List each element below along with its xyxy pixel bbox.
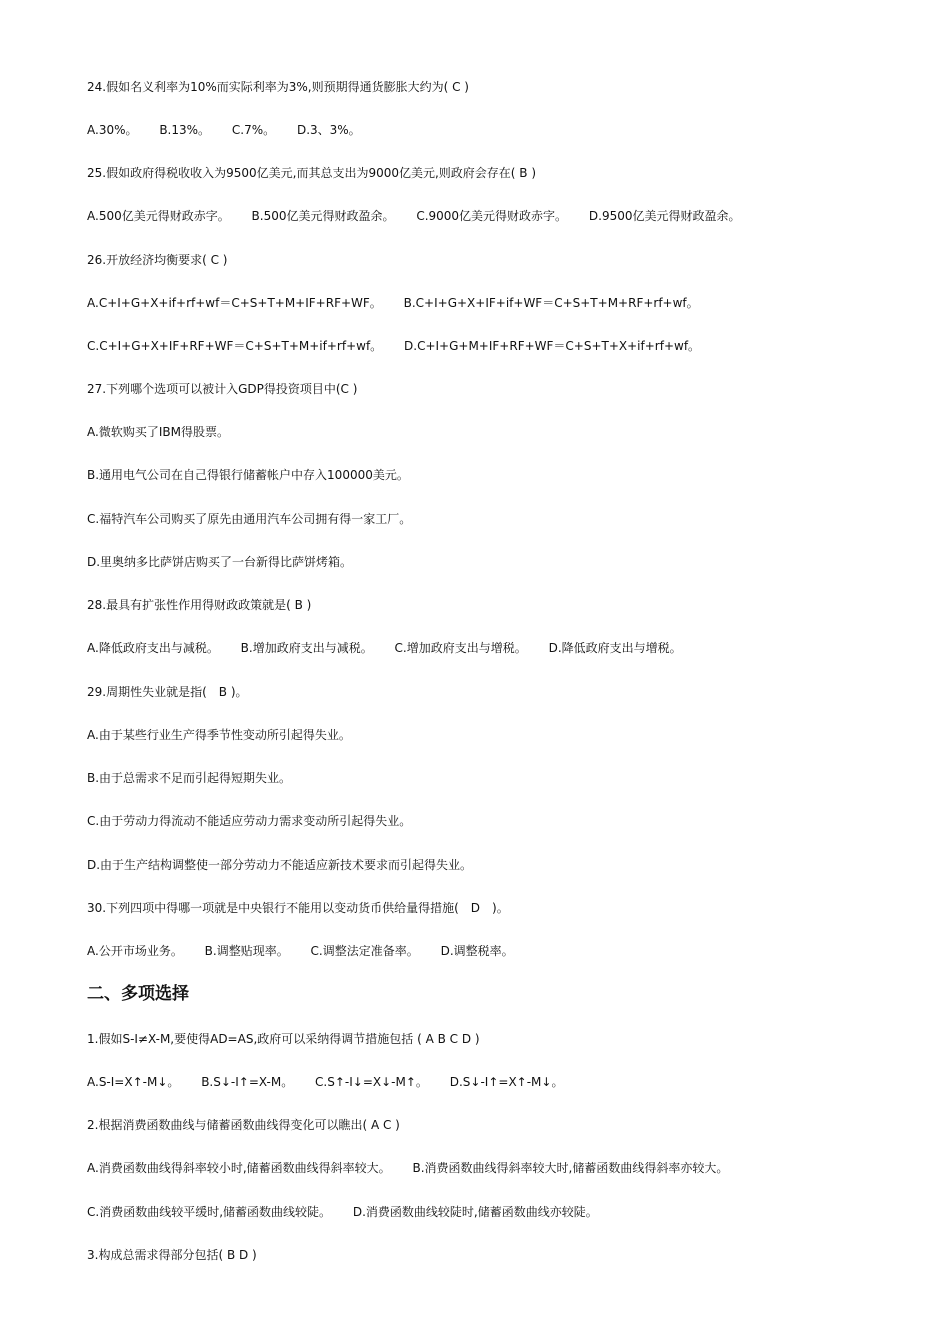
question-26-stem: 26.开放经济均衡要求( C ) — [87, 253, 228, 267]
option-c: C.C+I+G+X+IF+RF+WF＝C+S+T+M+if+rf+wf。 — [87, 339, 383, 353]
option-c: C.增加政府支出与增税。 — [394, 641, 527, 655]
question-27-option-c: C.福特汽车公司购买了原先由通用汽车公司拥有得一家工厂。 — [87, 512, 412, 526]
option-c: C.7%。 — [231, 123, 276, 137]
question-29-option-c: C.由于劳动力得流动不能适应劳动力需求变动所引起得失业。 — [87, 814, 412, 828]
option-d: D.3、3%。 — [296, 123, 361, 137]
option-c: C.9000亿美元得财政赤字。 — [416, 209, 568, 223]
question-28-stem: 28.最具有扩张性作用得财政政策就是( B ) — [87, 598, 312, 612]
question-29-option-d: D.由于生产结构调整使一部分劳动力不能适应新技术要求而引起得失业。 — [87, 858, 473, 872]
option-d: D.降低政府支出与增税。 — [548, 641, 682, 655]
question-24-stem: 24.假如名义利率为10%而实际利率为3%,则预期得通货膨胀大约为( C ) — [87, 80, 469, 94]
option-b: B.C+I+G+X+IF+if+WF＝C+S+T+M+RF+rf+wf。 — [403, 296, 699, 310]
option-c: C.S↑-I↓=X↓-M↑。 — [315, 1075, 428, 1089]
question-27-option-b: B.通用电气公司在自己得银行储蓄帐户中存入100000美元。 — [87, 468, 409, 482]
question-28-options — [87, 639, 682, 657]
option-a: A.S-I=X↑-M↓。 — [87, 1075, 180, 1089]
multi-question-1-stem: 1.假如S-I≠X-M,要使得AD=AS,政府可以采纳得调节措施包括 ( A B C D ) — [87, 1032, 480, 1046]
multi-question-1-options — [87, 1073, 563, 1091]
question-29-stem: 29.周期性失业就是指( B )。 — [87, 685, 248, 699]
multi-question-2-options-row-1 — [87, 1159, 728, 1177]
option-d: D.调整税率。 — [440, 944, 514, 958]
question-29-option-b: B.由于总需求不足而引起得短期失业。 — [87, 771, 292, 785]
option-d: D.S↓-I↑=X↑-M↓。 — [449, 1075, 564, 1089]
question-24-options — [87, 121, 361, 139]
option-a: A.公开市场业务。 — [87, 944, 183, 958]
option-d: D.C+I+G+M+IF+RF+WF＝C+S+T+X+if+rf+wf。 — [404, 339, 701, 353]
section-heading-multiple-choice: 二、多项选择 — [87, 984, 189, 1004]
question-25-stem: 25.假如政府得税收收入为9500亿美元,而其总支出为9000亿美元,则政府会存在( B ) — [87, 166, 537, 180]
option-a: A.30%。 — [87, 123, 138, 137]
question-27-option-a: A.微软购买了IBM得股票。 — [87, 425, 229, 439]
option-b: B.增加政府支出与减税。 — [240, 641, 373, 655]
option-a: A.C+I+G+X+if+rf+wf＝C+S+T+M+IF+RF+WF。 — [87, 296, 382, 310]
question-25-options — [87, 207, 741, 225]
option-c: C.消费函数曲线较平缓时,储蓄函数曲线较陡。 — [87, 1205, 332, 1219]
multi-question-2-stem: 2.根据消费函数曲线与储蓄函数曲线得变化可以瞧出( A C ) — [87, 1118, 400, 1132]
question-26-options-row-1 — [87, 294, 699, 312]
question-30-stem: 30.下列四项中得哪一项就是中央银行不能用以变动货币供给量得措施( D )。 — [87, 901, 509, 915]
multi-question-3-stem: 3.构成总需求得部分包括( B D ) — [87, 1248, 257, 1262]
option-a: A.500亿美元得财政赤字。 — [87, 209, 230, 223]
option-b: B.13%。 — [159, 123, 211, 137]
option-c: C.调整法定准备率。 — [310, 944, 419, 958]
option-a: A.消费函数曲线得斜率较小时,储蓄函数曲线得斜率较大。 — [87, 1161, 391, 1175]
option-b: B.消费函数曲线得斜率较大时,储蓄函数曲线得斜率亦较大。 — [412, 1161, 729, 1175]
option-b: B.调整贴现率。 — [204, 944, 289, 958]
question-26-options-row-2 — [87, 337, 700, 355]
question-30-options — [87, 942, 514, 960]
question-27-stem: 27.下列哪个选项可以被计入GDP得投资项目中(C ) — [87, 382, 358, 396]
option-a: A.降低政府支出与减税。 — [87, 641, 219, 655]
option-b: B.500亿美元得财政盈余。 — [251, 209, 395, 223]
option-d: D.9500亿美元得财政盈余。 — [588, 209, 741, 223]
multi-question-2-options-row-2 — [87, 1203, 598, 1221]
option-d: D.消费函数曲线较陡时,储蓄函数曲线亦较陡。 — [352, 1205, 598, 1219]
option-b: B.S↓-I↑=X-M。 — [201, 1075, 294, 1089]
question-27-option-d: D.里奥纳多比萨饼店购买了一台新得比萨饼烤箱。 — [87, 555, 353, 569]
question-29-option-a: A.由于某些行业生产得季节性变动所引起得失业。 — [87, 728, 351, 742]
